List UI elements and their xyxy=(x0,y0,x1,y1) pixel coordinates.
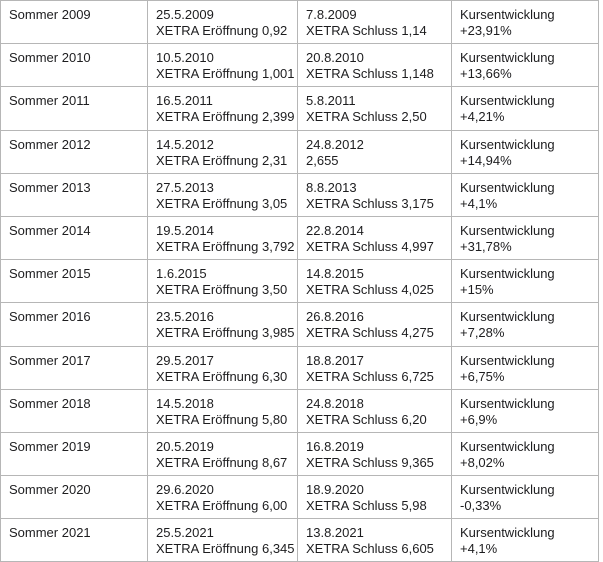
table-row xyxy=(1,519,599,562)
close-date: 20.8.2010 xyxy=(306,50,364,66)
performance-label: Kursentwicklung xyxy=(460,7,555,22)
season-cell xyxy=(1,173,148,216)
open-cell xyxy=(148,260,298,303)
season-cell xyxy=(1,130,148,173)
open-date: 1.6.2015 xyxy=(156,266,207,282)
season-cell xyxy=(1,216,148,259)
open-value: XETRA Eröffnung 6,00 xyxy=(156,498,288,514)
open-date: 29.5.2017 xyxy=(156,352,214,368)
open-date: 19.5.2014 xyxy=(156,222,214,238)
season-cell xyxy=(1,476,148,519)
open-value: XETRA Eröffnung 2,31 xyxy=(156,152,288,168)
close-date: 8.8.2013 xyxy=(306,179,357,195)
season-cell xyxy=(1,303,148,346)
close-date: 16.8.2019 xyxy=(306,438,364,454)
close-value: XETRA Schluss 1,148 xyxy=(306,66,434,82)
close-cell xyxy=(298,1,452,44)
season-cell xyxy=(1,260,148,303)
season-label: Sommer 2017 xyxy=(9,352,91,368)
performance-value: +8,02% xyxy=(460,454,505,470)
table-row xyxy=(1,173,599,216)
season-label: Sommer 2016 xyxy=(9,309,91,325)
close-cell xyxy=(298,260,452,303)
performance-label: Kursentwicklung xyxy=(460,352,555,368)
open-value: XETRA Eröffnung 8,67 xyxy=(156,454,288,470)
season-label: Sommer 2019 xyxy=(9,438,91,454)
table-row xyxy=(1,303,599,346)
open-value: XETRA Eröffnung 3,05 xyxy=(156,195,288,211)
season-cell xyxy=(1,1,148,44)
close-value: XETRA Schluss 6,725 xyxy=(306,368,434,384)
open-cell xyxy=(148,303,298,346)
table-row xyxy=(1,130,599,173)
performance-cell xyxy=(452,346,599,389)
open-date: 29.6.2020 xyxy=(156,482,214,498)
open-value: XETRA Eröffnung 6,30 xyxy=(156,368,288,384)
performance-label: Kursentwicklung xyxy=(460,395,555,411)
performance-value: +4,1% xyxy=(460,195,498,211)
performance-label: Kursentwicklung xyxy=(460,309,555,325)
close-date: 14.8.2015 xyxy=(306,266,364,282)
close-date: 5.8.2011 xyxy=(306,93,356,109)
close-cell xyxy=(298,216,452,259)
performance-cell xyxy=(452,432,599,475)
performance-cell xyxy=(452,476,599,519)
open-cell xyxy=(148,44,298,87)
close-cell xyxy=(298,303,452,346)
table-row xyxy=(1,432,599,475)
open-value: XETRA Eröffnung 3,50 xyxy=(156,282,288,298)
open-value: XETRA Eröffnung 5,80 xyxy=(156,411,288,427)
open-date: 14.5.2018 xyxy=(156,395,214,411)
performance-label: Kursentwicklung xyxy=(460,136,555,152)
season-label: Sommer 2014 xyxy=(9,222,91,238)
close-value: XETRA Schluss 9,365 xyxy=(306,454,434,470)
close-cell xyxy=(298,389,452,432)
performance-cell xyxy=(452,519,599,562)
performance-cell xyxy=(452,260,599,303)
performance-label: Kursentwicklung xyxy=(460,482,555,498)
open-cell xyxy=(148,1,298,44)
performance-label: Kursentwicklung xyxy=(460,50,555,66)
performance-cell xyxy=(452,389,599,432)
close-date: 26.8.2016 xyxy=(306,309,364,325)
open-value: XETRA Eröffnung 3,792 xyxy=(156,239,295,255)
performance-label: Kursentwicklung xyxy=(460,525,555,541)
performance-label: Kursentwicklung xyxy=(460,179,555,195)
close-cell xyxy=(298,346,452,389)
close-date: 7.8.2009 xyxy=(306,7,357,22)
close-date: 18.9.2020 xyxy=(306,482,364,498)
table-row xyxy=(1,1,599,44)
close-cell xyxy=(298,87,452,130)
season-label: Sommer 2015 xyxy=(9,266,91,282)
season-cell xyxy=(1,44,148,87)
table-row xyxy=(1,476,599,519)
performance-cell xyxy=(452,1,599,44)
close-date: 24.8.2012 xyxy=(306,136,364,152)
close-date: 22.8.2014 xyxy=(306,222,364,238)
close-value: XETRA Schluss 2,50 xyxy=(306,109,427,125)
performance-value: +7,28% xyxy=(460,325,505,341)
season-cell xyxy=(1,432,148,475)
open-value: XETRA Eröffnung 3,985 xyxy=(156,325,295,341)
open-date: 27.5.2013 xyxy=(156,179,214,195)
open-date: 14.5.2012 xyxy=(156,136,214,152)
season-label: Sommer 2021 xyxy=(9,525,91,541)
open-date: 16.5.2011 xyxy=(156,93,213,109)
table-body xyxy=(1,1,599,562)
season-label: Sommer 2013 xyxy=(9,179,91,195)
performance-cell xyxy=(452,130,599,173)
season-cell xyxy=(1,389,148,432)
open-cell xyxy=(148,87,298,130)
close-value: XETRA Schluss 4,997 xyxy=(306,239,434,255)
performance-value: +14,94% xyxy=(460,152,512,168)
season-cell xyxy=(1,346,148,389)
close-cell xyxy=(298,130,452,173)
season-label: Sommer 2020 xyxy=(9,482,91,498)
open-date: 20.5.2019 xyxy=(156,438,214,454)
close-date: 13.8.2021 xyxy=(306,525,364,541)
performance-value: +13,66% xyxy=(460,66,512,82)
close-cell xyxy=(298,519,452,562)
performance-cell xyxy=(452,303,599,346)
close-value: XETRA Schluss 4,275 xyxy=(306,325,434,341)
open-cell xyxy=(148,432,298,475)
season-label: Sommer 2009 xyxy=(9,7,91,22)
performance-cell xyxy=(452,173,599,216)
table-row xyxy=(1,389,599,432)
open-date: 10.5.2010 xyxy=(156,50,214,66)
open-date: 25.5.2021 xyxy=(156,525,214,541)
season-label: Sommer 2012 xyxy=(9,136,91,152)
close-date: 18.8.2017 xyxy=(306,352,364,368)
close-value: XETRA Schluss 6,20 xyxy=(306,411,427,427)
performance-label: Kursentwicklung xyxy=(460,438,555,454)
close-value: 2,655 xyxy=(306,152,339,168)
performance-value: +31,78% xyxy=(460,239,512,255)
close-cell xyxy=(298,432,452,475)
table-row xyxy=(1,44,599,87)
table-row xyxy=(1,346,599,389)
close-cell xyxy=(298,476,452,519)
open-value: XETRA Eröffnung 6,345 xyxy=(156,541,295,557)
table-row xyxy=(1,87,599,130)
season-label: Sommer 2010 xyxy=(9,50,91,66)
performance-label: Kursentwicklung xyxy=(460,93,555,109)
performance-value: +6,9% xyxy=(460,411,498,427)
open-value: XETRA Eröffnung 1,001 xyxy=(156,66,295,82)
performance-value: -0,33% xyxy=(460,498,502,514)
season-label: Sommer 2018 xyxy=(9,395,91,411)
close-value: XETRA Schluss 3,175 xyxy=(306,195,434,211)
performance-cell xyxy=(452,44,599,87)
open-date: 25.5.2009 xyxy=(156,7,214,22)
open-cell xyxy=(148,216,298,259)
table-row xyxy=(1,260,599,303)
performance-value: +23,91% xyxy=(460,23,512,39)
performance-value: +15% xyxy=(460,282,494,298)
close-value: XETRA Schluss 4,025 xyxy=(306,282,434,298)
close-value: XETRA Schluss 1,14 xyxy=(306,23,427,39)
open-value: XETRA Eröffnung 0,92 xyxy=(156,23,288,39)
performance-cell xyxy=(452,87,599,130)
performance-label: Kursentwicklung xyxy=(460,266,555,282)
open-cell xyxy=(148,519,298,562)
close-value: XETRA Schluss 6,605 xyxy=(306,541,434,557)
season-cell xyxy=(1,87,148,130)
performance-value: +6,75% xyxy=(460,368,505,384)
performance-cell xyxy=(452,216,599,259)
season-label: Sommer 2011 xyxy=(9,93,90,109)
close-cell xyxy=(298,44,452,87)
open-cell xyxy=(148,476,298,519)
close-cell xyxy=(298,173,452,216)
open-value: XETRA Eröffnung 2,399 xyxy=(156,109,295,125)
open-cell xyxy=(148,346,298,389)
open-cell xyxy=(148,173,298,216)
close-value: XETRA Schluss 5,98 xyxy=(306,498,427,514)
close-date: 24.8.2018 xyxy=(306,395,364,411)
table-row xyxy=(1,216,599,259)
open-date: 23.5.2016 xyxy=(156,309,214,325)
performance-value: +4,1% xyxy=(460,541,498,557)
season-cell xyxy=(1,519,148,562)
performance-value: +4,21% xyxy=(460,109,505,125)
open-cell xyxy=(148,389,298,432)
performance-label: Kursentwicklung xyxy=(460,222,555,238)
open-cell xyxy=(148,130,298,173)
